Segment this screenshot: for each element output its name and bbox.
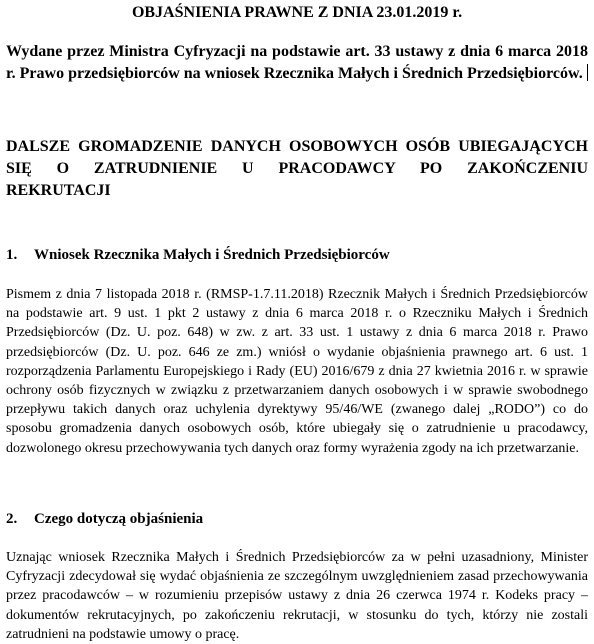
section-1-paragraph: Pismem z dnia 7 listopada 2018 r. (RMSP-1.7.11.2018) Rzecznik Małych i Średnich Przedsiębiorców na podstawie art. 9 ust. 1 pkt 2 ustawy z dnia 6 marca 2018 r. o Rzeczniku Małych i Średnich Przedsiębiorców (Dz. U. poz. 648) w zw. z art. 33 ust. 1 ustawy z dnia 6 marca 2018 r. Prawo przedsiębiorców (Dz. U. poz. 646 ze zm.) wniósł o wydanie objaśnienia prawnego art. 6 ust. 1 rozporządzenia Parlamentu Europejskiego i Rady (EU) 2016/679 z dnia 27 kwietnia 2016 r. w sprawie ochrony osób fizycznych w związku z przetwarzaniem danych osobowych i w sprawie swobodnego przepływu takich danych oraz uchylenia dyrektywy 95/46/WE (zwanego dalej „RODO”) co do sposobu gromadzenia danych osobowych osób, które ubiegały się o zatrudnienie u pracodawcy, dozwolonego okresu przechowywania tych danych oraz formy wyrażenia zgody na ich przetwarzanie. xyxy=(6,287,588,456)
text-cursor xyxy=(587,64,588,81)
intro-text: Wydane przez Ministra Cyfryzacji na podstawie art. 33 ustawy z dnia 6 marca 2018 r. Prawo przedsiębiorców na wniosek Rzecznika Małych i Średnich Przedsiębiorców. xyxy=(6,43,588,82)
section-heading-2 xyxy=(6,509,588,529)
section-title: Wniosek Rzecznika Małych i Średnich Przedsiębiorców xyxy=(34,247,390,263)
section-heading-1 xyxy=(6,245,588,265)
document-title: OBJAŚNIENIA PRAWNE Z DNIA 23.01.2019 r. xyxy=(131,4,463,21)
intro-paragraph xyxy=(6,41,588,85)
document-heading: DALSZE GROMADZENIE DANYCH OSOBOWYCH OSÓB UBIEGAJĄCYCH SIĘ O ZATRUDNIENIE U PRACODAWCY PO ZAKOŃCZENIU REKRUTACJI xyxy=(6,138,588,199)
section-2-paragraph: Uznając wniosek Rzecznika Małych i Średnich Przedsiębiorców za w pełni uzasadniony, Minister Cyfryzacji zdecydował się wydać objaśnienia ze szczególnym uwzględnieniem zasad przechowywania przez pracodawców – w rozumieniu przepisów ustawy z dnia 26 czerwca 1974 r. Kodeks pracy – dokumentów rekrutacyjnych, po zakończeniu rekrutacji, w stosunku do tych, którzy nie zostali zatrudnieni na podstawie umowy o pracę. xyxy=(6,550,588,642)
section-number: 1. xyxy=(6,247,18,263)
section-number: 2. xyxy=(6,511,18,527)
section-title: Czego dotyczą objaśnienia xyxy=(34,511,204,527)
